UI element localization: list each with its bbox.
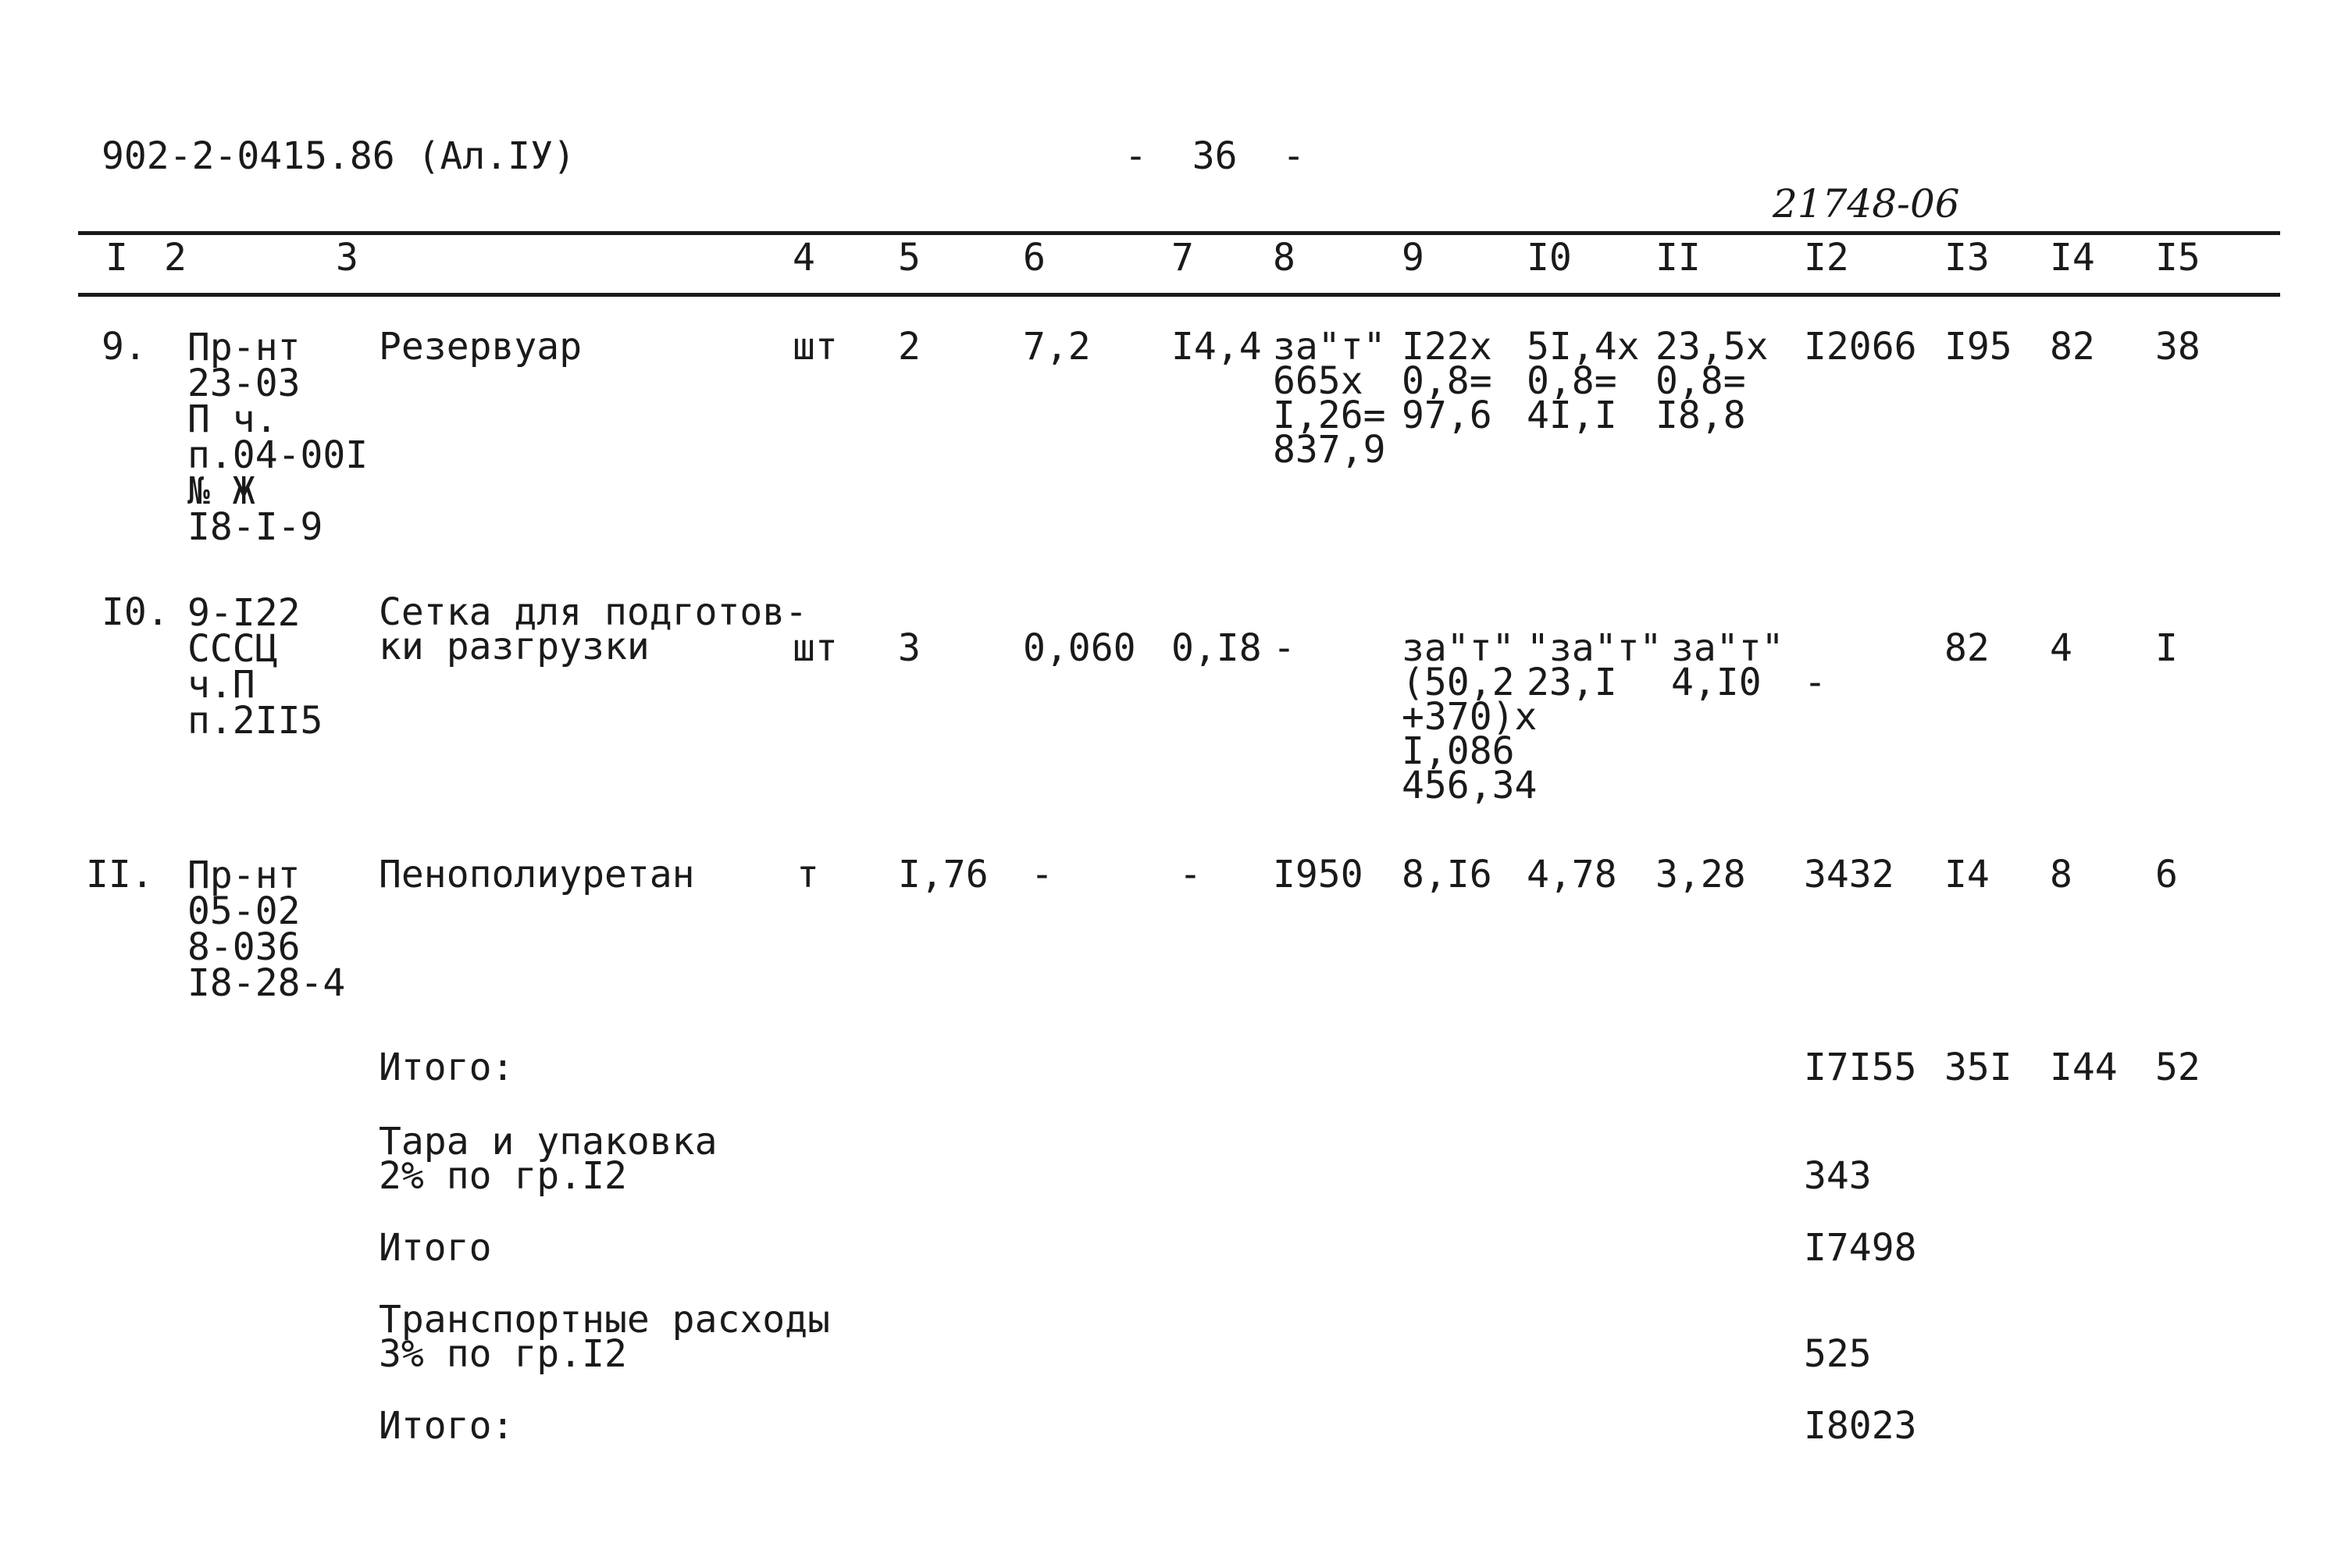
total-value: 35I [1944, 1046, 2012, 1089]
col-11-value: 23,5х 0,8= I8,8 [1655, 325, 1769, 437]
packaging-value: 343 [1804, 1154, 1872, 1198]
unit-weight: 7,2 [1023, 325, 1091, 369]
col-8-value: - [1273, 626, 1295, 670]
quantity: 2 [898, 325, 921, 369]
col-8-value: I950 [1273, 853, 1363, 896]
item-name: Резервуар [379, 325, 583, 369]
column-header: I2 [1804, 236, 1849, 280]
col-10-value: 4,78 [1527, 853, 1617, 896]
col-15-value: 6 [2155, 853, 2178, 896]
total-value: I44 [2050, 1046, 2118, 1089]
column-header: 9 [1402, 236, 1424, 280]
column-header: I4 [2050, 236, 2095, 280]
col-11-value: за"т" 4,I0 [1671, 626, 1784, 704]
column-header: I5 [2155, 236, 2201, 280]
unit: шт [793, 626, 838, 670]
table-header-rule [78, 293, 2280, 297]
unit: т [796, 853, 819, 896]
col-15-value: 38 [2155, 325, 2201, 369]
grand-total-label: Итого: [379, 1404, 515, 1448]
col-10-value: 5I,4х 0,8= 4I,I [1527, 325, 1640, 437]
column-header: 2 [164, 236, 187, 280]
price-code: Пр-нт 05-02 8-036 I8-28-4 [187, 853, 346, 1005]
col-9-value: за"т" (50,2 +370)х I,086 456,34 [1402, 626, 1538, 807]
col-15-value: I [2155, 626, 2178, 670]
page-number: - 36 - [1124, 134, 1306, 178]
table-top-rule [78, 231, 2280, 235]
item-name: Сетка для подготов- ки разгрузки [379, 590, 808, 668]
quantity: 3 [898, 626, 921, 670]
column-header: I [105, 236, 128, 280]
total-value: I7I55 [1804, 1046, 1917, 1089]
row-number: I0. [102, 590, 169, 634]
col-14-value: 4 [2050, 626, 2072, 670]
subtotal-value: I7498 [1804, 1226, 1917, 1270]
subtotal-label: Итого [379, 1226, 492, 1270]
row-number: II. [86, 853, 154, 896]
col-12-value: 3432 [1804, 853, 1894, 896]
unit-weight: - [1031, 853, 1053, 896]
column-header: 8 [1273, 236, 1295, 280]
unit-weight: 0,060 [1023, 626, 1136, 670]
col-10-value: "за"т" 23,I [1527, 626, 1662, 704]
column-header: 4 [793, 236, 815, 280]
quantity: I,76 [898, 853, 989, 896]
column-header: II [1655, 236, 1701, 280]
unit: шт [793, 325, 838, 369]
col-13-value: I4 [1944, 853, 1990, 896]
total-label: Итого: [379, 1046, 515, 1089]
col-12-value: I2066 [1804, 325, 1917, 369]
total-weight: I4,4 [1171, 325, 1262, 369]
col-13-value: I95 [1944, 325, 2012, 369]
item-name: Пенополиуретан [379, 853, 695, 896]
col-9-value: 8,I6 [1402, 853, 1492, 896]
transport-label: Транспортные расходы 3% по гр.I2 [379, 1298, 830, 1376]
grand-total-value: I8023 [1804, 1404, 1917, 1448]
column-header: I0 [1527, 236, 1572, 280]
document-code: 902-2-0415.86 (Ал.IУ) [102, 134, 576, 178]
handwritten-number: 21748-06 [1773, 181, 1960, 226]
column-header: 3 [336, 236, 358, 280]
total-weight: 0,I8 [1171, 626, 1262, 670]
col-13-value: 82 [1944, 626, 1990, 670]
total-value: 52 [2155, 1046, 2201, 1089]
col-11-value: 3,28 [1655, 853, 1746, 896]
col-12-value: - [1804, 661, 1826, 704]
price-code: Пр-нт 23-03 П ч. п.04-00I № Ж I8-I-9 [187, 326, 369, 549]
transport-value: 525 [1804, 1332, 1872, 1376]
total-weight: - [1179, 853, 1202, 896]
col-14-value: 82 [2050, 325, 2095, 369]
row-number: 9. [102, 325, 147, 369]
column-header: 7 [1171, 236, 1194, 280]
price-code: 9-I22 СССЦ ч.П п.2II5 [187, 591, 323, 743]
column-header: I3 [1944, 236, 1990, 280]
packaging-label: Тара и упаковка 2% по гр.I2 [379, 1120, 718, 1198]
column-header: 5 [898, 236, 921, 280]
col-8-value: за"т" 665х I,26= 837,9 [1273, 325, 1386, 472]
col-14-value: 8 [2050, 853, 2072, 896]
column-header: 6 [1023, 236, 1046, 280]
col-9-value: I22х 0,8= 97,6 [1402, 325, 1492, 437]
